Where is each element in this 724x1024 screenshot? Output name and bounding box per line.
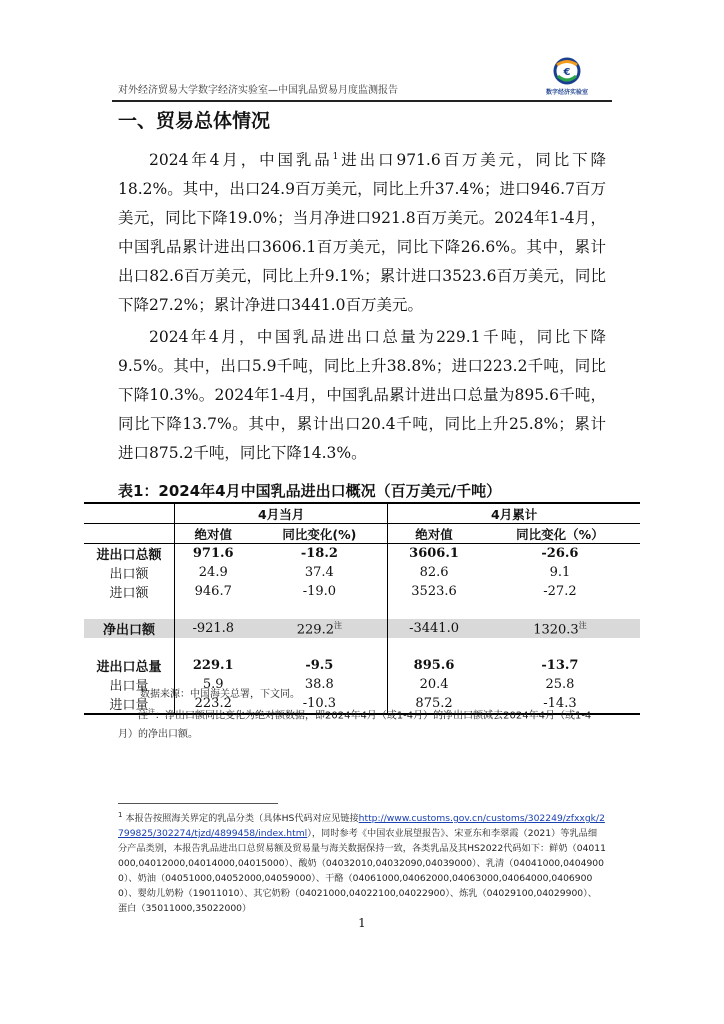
table-row: 进口额 946.7 -19.0 3523.6 -27.2 (109, 584, 577, 601)
trade-summary-table (84, 502, 640, 715)
group-header-cumulative: 4月累计 (388, 503, 640, 524)
paragraph-volume: 2024年4月，中国乳品进出口总量为229.1千吨，同比下降9.5%。其中，出口5.9千吨，同比上升38.8%；进口223.2千吨，同比下降10.3%。2024年1-4月，中国乳品累计进出口总量为895.6千吨，同比下降13.7%。其中，累计出口20.4千吨，同比上升25.8%；累计进口875.2千吨，同比下降14.3%。 (118, 328, 606, 462)
logo-text: 数字经济实验室 (545, 89, 588, 96)
footnote-ref[interactable]: 1 (332, 152, 339, 162)
data-source: 数据来源：中国海关总署，下文同。 (140, 689, 300, 700)
col-header-abs: 绝对值 (175, 524, 252, 544)
footnote-divider (118, 803, 278, 804)
table-row: 出口量 5.9 38.8 20.4 25.8 (109, 677, 575, 694)
svg-text:€: € (563, 67, 571, 78)
col-header-yoy: 同比变化（%） (480, 524, 640, 544)
page-header (112, 54, 612, 102)
table-row: 出口额 24.9 37.4 82.6 9.1 (109, 565, 571, 582)
customs-link[interactable]: http://www.customs.gov.cn/customs/302249/zfxxgk/2799825/302274/tjzd/4899458/index.html (118, 813, 605, 840)
table-caption: 表1：2024年4月中国乳品进出口概况（百万美元/千吨） (118, 482, 502, 500)
header-title: 对外经济贸易大学数字经济实验室—中国乳品贸易月度监测报告 (118, 85, 398, 96)
col-header-yoy: 同比变化(%) (252, 524, 388, 544)
footnote: $^1$ 本报告按照海关界定的乳品分类（具体HS代码对应见链接http://www.customs.gov.cn/customs/302249/zfxxgk/2799825/302274/tjzd/4899458/index.html），同时参考《中国农业展望报告》、宋亚东和李翠霞（2021）等乳品细分产品类别，本报告乳品进出口总贸易额及贸易量与海关数据保持一致，各类乳品及其HS2022代码如下：鲜奶（04011000,04012000,04014000,04015000）、酸奶（04032010,04032090,04039000）、乳清（04041000,04049000）、奶油（04051000,04052000,04059000）、干酪（04061000,04062000,04063000,04064000,04069000）、婴幼儿奶粉（19011010）、其它奶粉（04021000,04022100,04022900）、炼乳（04029100,04029900）、蛋白（35011000,35022000） (118, 811, 606, 915)
col-header-abs: 绝对值 (388, 524, 480, 544)
table-row-net: 净出口额 -921.8 $229.2^注$ -3441.0 $1320.3^注$ (84, 619, 640, 638)
table-row: 进口量 223.2 -10.3 875.2 -14.3 (84, 694, 640, 714)
globe-logo-icon (550, 56, 584, 86)
paragraph-value: 2024年4月，中国乳品$^1$进出口971.6百万美元，同比下降18.2%。其中，出口24.9百万美元，同比上升37.4%；进口946.7百万美元，同比下降19.0%；当月净进口921.8百万美元。2024年1-4月，中国乳品累计进出口3606.1百万美元，同比下降26.6%。其中，累计出口82.6百万美元，同比上升9.1%；累计进口3523.6百万美元，同比下降27.2%；累计净进口3441.0百万美元。 (118, 151, 607, 315)
page-number: 1 (358, 916, 366, 930)
group-header-current: 4月当月 (175, 503, 388, 524)
table-row: 进出口总量 229.1 -9.5 895.6 -13.7 (96, 658, 579, 675)
section-title: 一、贸易总体情况 (118, 110, 271, 132)
table-note: 注$^注$：净出口额同比变化为绝对额数据，即2024年4月（或1-4月）的净出口额减去2024年4月（或1-4月）的净出口额。 (118, 708, 592, 741)
table-row: 进出口总额 971.6 -18.2 3606.1 -26.6 (84, 544, 640, 564)
lab-logo (532, 56, 602, 96)
